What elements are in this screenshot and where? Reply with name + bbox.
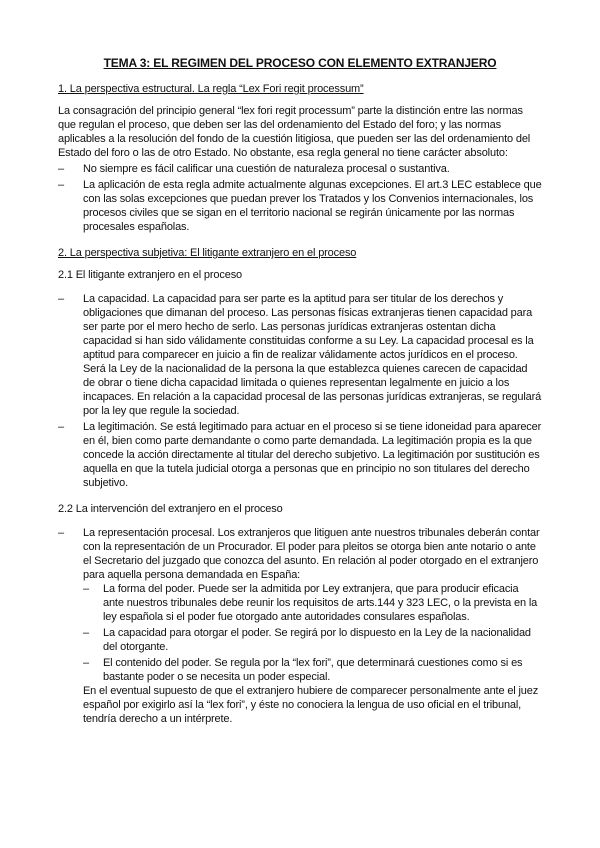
sub-list-item-text: El contenido del poder. Se regula por la “lex fori”, que determinará cuestiones como si es bastante poder o se necesita un poder especial. bbox=[103, 657, 523, 683]
section-1-intro: La consagración del principio general “lex fori regit processum” parte la distinción entre las normas que regulan el proceso, que deben ser las del ordenamiento del Estado del foro; y las normas aplicables a la resolución del fondo de la cuestión litigiosa, que pueden ser las del ordenamiento del Estado del foro o las de otro Estado. No obstante, esa regla general no tiene carácter absoluto: bbox=[58, 105, 531, 159]
dash-marker: – bbox=[58, 527, 64, 539]
sub-list-item-text: La forma del poder. Puede ser la admitida por Ley extranjera, que para producir eficacia ante nuestros tribunales debe reunir los requisitos de arts.144 y 323 LEC, o la prevista en la ley española si el poder fue otorgado ante autoridades consulares españolas. bbox=[103, 583, 538, 623]
subsection-2-1-heading: 2.1 El litigante extranjero en el proceso bbox=[58, 269, 243, 281]
list-item bbox=[58, 178, 542, 234]
list-item bbox=[58, 292, 542, 418]
section-1-heading: 1. La perspectiva estructural. La regla “Lex Fori regit processum” bbox=[58, 83, 364, 95]
dash-marker: – bbox=[83, 583, 89, 595]
list-item bbox=[58, 420, 542, 490]
list-item-text: La legitimación. Se está legitimado para actuar en el proceso si se tiene idoneidad para aparecer en él, bien como parte demandante o como parte demandada. La legitimación propia es la que concede la acción directamente al titular del derecho subjetivo. La legitimación por sustitución es aquella en que la tutela judicial otorga a personas que en principio no son titulares del derecho subjetivo. bbox=[83, 421, 542, 489]
dash-marker: – bbox=[83, 627, 89, 639]
subsection-2-2-sublist bbox=[58, 582, 542, 684]
sub-list-item bbox=[83, 582, 542, 624]
list-item-text: La representación procesal. Los extranjeros que litiguen ante nuestros tribunales deberán contar con la representación de un Procurador. El poder para pleitos se otorga bien ante notario o ante el Secretario del juzgado que conozca del asunto. En relación al poder otorgado en el extranjero para aquella persona demandada en España: bbox=[83, 527, 540, 581]
sub-list-item-text: La capacidad para otorgar el poder. Se regirá por lo dispuesto en la Ley de la nacionalidad del otorgante. bbox=[103, 627, 531, 653]
list-item-text: La capacidad. La capacidad para ser parte es la aptitud para ser titular de los derechos y obligaciones que dimanan del proceso. Las personas físicas extranjeras tienen capacidad para ser parte por el mero hecho de serlo. Las personas jurídicas extranjeras ostentan dicha capacidad si han sido válidamente constituidas conforme a su Ley. La capacidad procesal es la aptitud para comparecer en juicio a fin de realizar válidamente actos jurídicos en el proceso. Será la Ley de la nacionalidad de la persona la que establezca quienes carecen de capacidad de obrar o tiene dicha capacidad limitada o quienes representan legalmente en juicio a los incapaces. En relación a la capacidad procesal de las personas jurídicas extranjeras, se regulará por la ley que regule la sociedad. bbox=[83, 293, 542, 417]
dash-marker: – bbox=[83, 657, 89, 669]
list-item-text: No siempre es fácil calificar una cuestión de naturaleza procesal o sustantiva. bbox=[83, 163, 450, 175]
subsection-2-2-heading: 2.2 La intervención del extranjero en el proceso bbox=[58, 503, 283, 515]
dash-marker: – bbox=[58, 179, 64, 191]
list-item-text: La aplicación de esta regla admite actualmente algunas excepciones. El art.3 LEC establece que con las solas excepciones que puedan prever los Tratados y los Convenios internacionales, los procesos civiles que se sigan en el territorio nacional se regirán únicamente por las normas procesales españolas. bbox=[83, 179, 542, 233]
dash-marker: – bbox=[58, 293, 64, 305]
sub-list-item bbox=[83, 656, 542, 684]
dash-marker: – bbox=[58, 421, 64, 433]
section-2-heading: 2. La perspectiva subjetiva: El litigante extranjero en el proceso bbox=[58, 247, 357, 259]
sub-list-item bbox=[83, 626, 542, 654]
dash-marker: – bbox=[58, 163, 64, 175]
closing-paragraph: En el eventual supuesto de que el extranjero hubiere de comparecer personalmente ante el juez español por exigirlo así la “lex fori”, y éste no conociera la lengua de uso oficial en el tribunal, tendría derecho a un intérprete. bbox=[83, 685, 539, 725]
section-1-list bbox=[58, 162, 542, 234]
list-item bbox=[58, 526, 542, 582]
subsection-2-1-list bbox=[58, 292, 542, 490]
subsection-2-2-list bbox=[58, 526, 542, 582]
list-item bbox=[58, 162, 542, 176]
document-title: TEMA 3: EL REGIMEN DEL PROCESO CON ELEMENTO EXTRANJERO bbox=[103, 56, 497, 70]
